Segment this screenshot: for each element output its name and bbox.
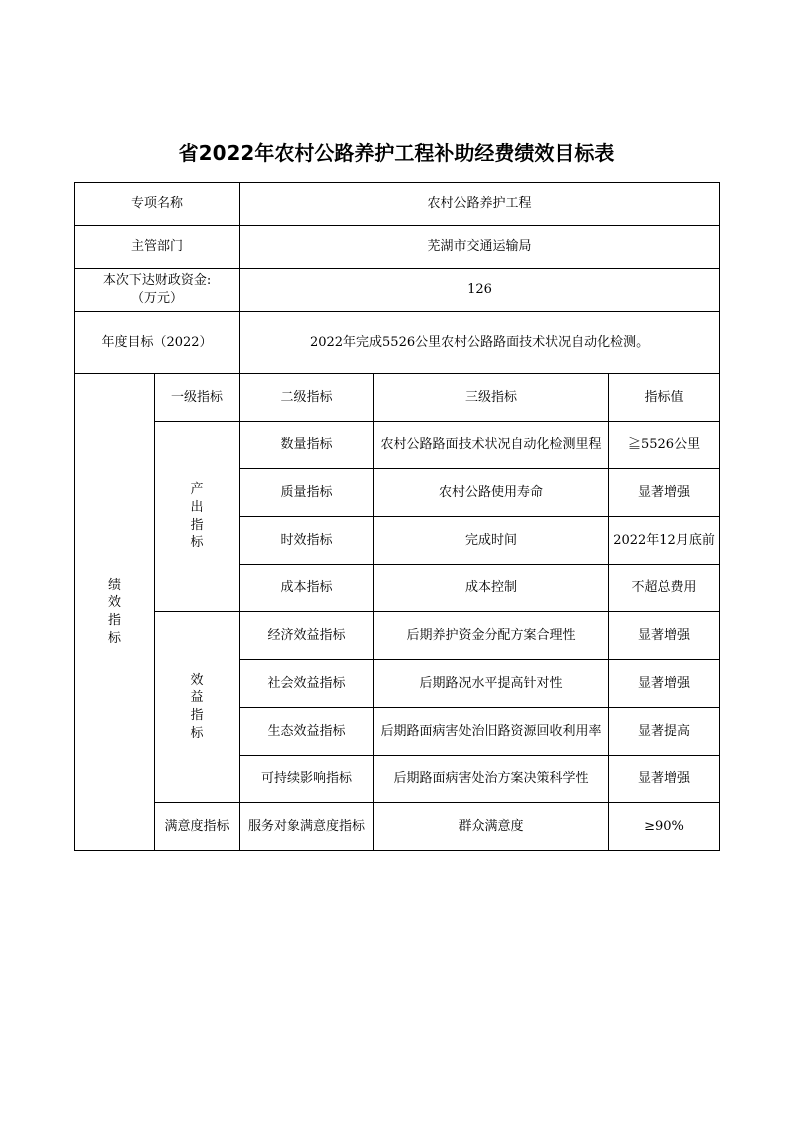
project-name-value: 农村公路养护工程 bbox=[240, 183, 720, 226]
performance-indicators-label: 绩 效 指 标 bbox=[75, 374, 155, 851]
funds-row bbox=[75, 269, 720, 312]
level3-cell: 成本控制 bbox=[374, 565, 609, 612]
satisfaction-level2: 服务对象满意度指标 bbox=[240, 803, 374, 851]
level3-cell: 后期路况水平提高针对性 bbox=[374, 660, 609, 708]
indicator-header-row bbox=[75, 374, 720, 422]
satisfaction-row bbox=[75, 803, 720, 851]
level3-cell: 后期路面病害处治旧路资源回收利用率 bbox=[374, 708, 609, 756]
value-cell: 2022年12月底前 bbox=[609, 517, 720, 565]
output-indicators-label: 产 出 指 标 bbox=[155, 422, 240, 612]
funds-label bbox=[75, 269, 240, 312]
level3-cell: 后期路面病害处治方案决策科学性 bbox=[374, 756, 609, 803]
funds-value: 126 bbox=[240, 269, 720, 312]
annual-goal-row bbox=[75, 312, 720, 374]
satisfaction-level1: 满意度指标 bbox=[155, 803, 240, 851]
header-level2: 二级指标 bbox=[240, 374, 374, 422]
annual-goal-value: 2022年完成5526公里农村公路路面技术状况自动化检测。 bbox=[240, 312, 720, 374]
level2-cell: 质量指标 bbox=[240, 469, 374, 517]
value-cell: 不超总费用 bbox=[609, 565, 720, 612]
department-label: 主管部门 bbox=[75, 226, 240, 269]
table-row bbox=[75, 422, 720, 469]
header-level3: 三级指标 bbox=[374, 374, 609, 422]
header-value: 指标值 bbox=[609, 374, 720, 422]
funds-label-line1: 本次下达财政资金: bbox=[102, 273, 212, 289]
level2-cell: 成本指标 bbox=[240, 565, 374, 612]
value-cell: 显著增强 bbox=[609, 756, 720, 803]
department-row bbox=[75, 226, 720, 269]
value-cell: 显著增强 bbox=[609, 660, 720, 708]
level2-cell: 可持续影响指标 bbox=[240, 756, 374, 803]
benefit-indicators-label: 效 益 指 标 bbox=[155, 612, 240, 803]
value-cell: ≧5526公里 bbox=[609, 422, 720, 469]
level2-cell: 时效指标 bbox=[240, 517, 374, 565]
value-cell: 显著提高 bbox=[609, 708, 720, 756]
satisfaction-level3: 群众满意度 bbox=[374, 803, 609, 851]
value-cell: 显著增强 bbox=[609, 469, 720, 517]
page-title: 省2022年农村公路养护工程补助经费绩效目标表 bbox=[178, 141, 615, 165]
level2-cell: 经济效益指标 bbox=[240, 612, 374, 660]
annual-goal-label: 年度目标（2022） bbox=[75, 312, 240, 374]
level2-cell: 数量指标 bbox=[240, 422, 374, 469]
department-value: 芜湖市交通运输局 bbox=[240, 226, 720, 269]
level2-cell: 社会效益指标 bbox=[240, 660, 374, 708]
funds-label-line2: （万元） bbox=[131, 291, 184, 306]
project-name-label: 专项名称 bbox=[75, 183, 240, 226]
level3-cell: 农村公路使用寿命 bbox=[374, 469, 609, 517]
header-level1: 一级指标 bbox=[155, 374, 240, 422]
satisfaction-value: ≥90% bbox=[609, 803, 720, 851]
performance-target-table bbox=[74, 182, 720, 851]
level2-cell: 生态效益指标 bbox=[240, 708, 374, 756]
value-cell: 显著增强 bbox=[609, 612, 720, 660]
level3-cell: 农村公路路面技术状况自动化检测里程 bbox=[374, 422, 609, 469]
level3-cell: 后期养护资金分配方案合理性 bbox=[374, 612, 609, 660]
level3-cell: 完成时间 bbox=[374, 517, 609, 565]
project-name-row bbox=[75, 183, 720, 226]
table-row bbox=[75, 612, 720, 660]
